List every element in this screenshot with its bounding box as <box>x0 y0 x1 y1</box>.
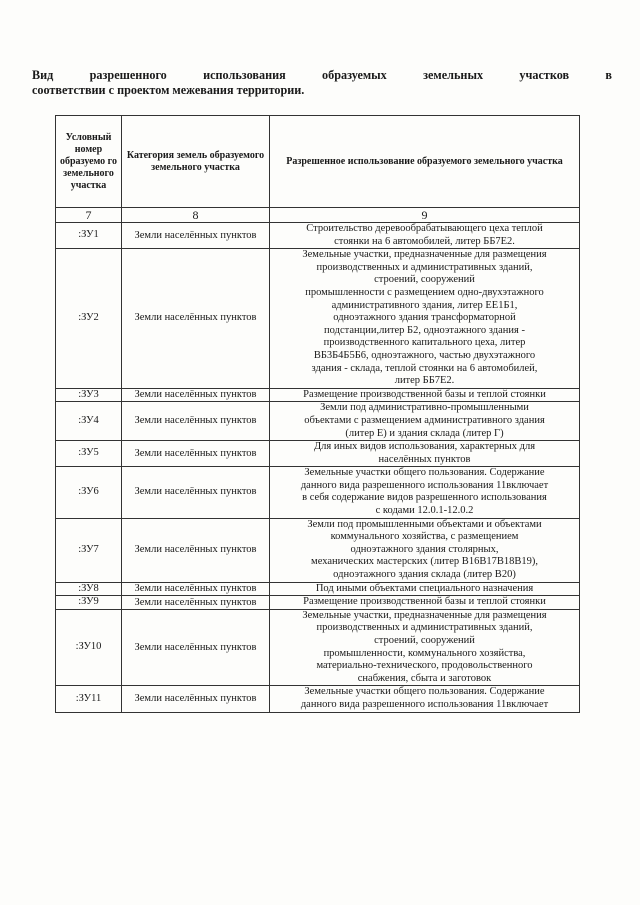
permitted-use-line: административного здания, литер ЕЕ1Б1, <box>331 299 518 311</box>
table-row <box>56 582 580 596</box>
land-category: Земли населённых пунктов <box>122 402 270 441</box>
permitted-use <box>270 388 580 402</box>
permitted-use-line: ВБ3Б4Б5Б6, одноэтажного, частью двухэтажного <box>313 349 536 361</box>
page-heading <box>32 68 612 98</box>
permitted-use-line: в себя содержание видов разрешенного использования <box>302 492 547 504</box>
permitted-use <box>270 596 580 610</box>
plot-number: :ЗУ5 <box>56 441 122 467</box>
heading-line-2: соответствии с проектом межевания территории. <box>32 83 305 97</box>
column-number: 8 <box>122 208 270 223</box>
land-category: Земли населённых пунктов <box>122 441 270 467</box>
land-category: Земли населённых пунктов <box>122 596 270 610</box>
table-header-row <box>56 116 580 208</box>
permitted-use <box>270 402 580 441</box>
land-use-table <box>55 115 580 713</box>
permitted-use-line: Строительство деревообрабатывающего цеха теплой <box>306 223 543 234</box>
permitted-use <box>270 582 580 596</box>
header-plot-number: Условный номер образуемо го земельного участка <box>56 116 122 208</box>
table-row <box>56 686 580 712</box>
plot-number: :ЗУ3 <box>56 388 122 402</box>
land-category: Земли населённых пунктов <box>122 467 270 518</box>
table-row <box>56 596 580 610</box>
table-body <box>56 223 580 713</box>
plot-number: :ЗУ10 <box>56 609 122 686</box>
plot-number: :ЗУ7 <box>56 518 122 582</box>
permitted-use-line: Земельные участки общего пользования. Содержание <box>304 467 545 479</box>
table-row <box>56 518 580 582</box>
permitted-use-line: материально-технического, продовольственного <box>316 660 533 672</box>
permitted-use-line: производственных и административных зданий, <box>316 261 533 273</box>
permitted-use-line: подстанции,литер Б2, одноэтажного здания - <box>324 324 525 336</box>
plot-number: :ЗУ1 <box>56 223 122 249</box>
permitted-use-line: промышленности с размещением одно-двухэтажного <box>305 286 544 298</box>
permitted-use-line: одноэтажного здания столярных, <box>350 543 499 555</box>
permitted-use-line: производственного капитального цеха, литер <box>323 337 526 349</box>
table-row <box>56 441 580 467</box>
table-row <box>56 249 580 389</box>
plot-number: :ЗУ4 <box>56 402 122 441</box>
permitted-use-line: населённых пунктов <box>378 453 471 465</box>
land-category: Земли населённых пунктов <box>122 388 270 402</box>
table-row <box>56 223 580 249</box>
header-permitted-use: Разрешенное использование образуемого земельного участка <box>270 116 580 208</box>
permitted-use-line: строений, сооружений <box>374 274 475 286</box>
permitted-use-line: промышленности, коммунального хозяйства, <box>323 647 526 659</box>
permitted-use-line: Земельные участки, предназначенные для размещения <box>302 249 547 261</box>
header-land-category: Категория земель образуемого земельного участка <box>122 116 270 208</box>
permitted-use <box>270 441 580 467</box>
permitted-use-line: снабжения, сбыта и заготовок <box>357 672 492 684</box>
permitted-use <box>270 223 580 249</box>
permitted-use <box>270 518 580 582</box>
permitted-use-line: Размещение производственной базы и теплой стоянки <box>303 596 546 608</box>
permitted-use-line: Земли под промышленными объектами и объектами <box>307 518 542 530</box>
permitted-use-line: механических мастерских (литер В16В17В18В19), <box>311 556 538 568</box>
land-category: Земли населённых пунктов <box>122 249 270 389</box>
permitted-use-line: Размещение производственной базы и теплой стоянки <box>303 388 546 400</box>
permitted-use-line: строений, сооружений <box>374 635 475 646</box>
permitted-use <box>270 249 580 389</box>
plot-number: :ЗУ2 <box>56 249 122 389</box>
permitted-use-line: одноэтажного здания трансформаторной <box>333 312 516 324</box>
permitted-use-line: литер ББ7Е2. <box>394 375 455 387</box>
permitted-use-line: данного вида разрешенного использования 11включает <box>300 698 549 710</box>
permitted-use-line: Земельные участки общего пользования. Содержание <box>304 686 545 698</box>
permitted-use-line: Земли под административно-промышленными <box>320 402 529 414</box>
plot-number: :ЗУ9 <box>56 596 122 610</box>
permitted-use <box>270 686 580 712</box>
permitted-use-line: производственных и административных зданий, <box>316 622 533 634</box>
land-category: Земли населённых пунктов <box>122 518 270 582</box>
table-row <box>56 609 580 686</box>
land-category: Земли населённых пунктов <box>122 223 270 249</box>
plot-number: :ЗУ6 <box>56 467 122 518</box>
permitted-use-line: (литер Е) и здания склада (литер Г) <box>345 427 504 439</box>
permitted-use-line: данного вида разрешенного использования 11включает <box>300 479 549 491</box>
permitted-use <box>270 467 580 518</box>
permitted-use-line: здания - склада, теплой стоянки на 6 автомобилей, <box>311 362 538 374</box>
permitted-use <box>270 609 580 686</box>
heading-line-1: Вид разрешенного использования образуемых земельных участков в <box>32 68 612 82</box>
table-row <box>56 388 580 402</box>
column-number-row <box>56 208 580 223</box>
permitted-use-line: Для иных видов использования, характерных для <box>313 441 536 453</box>
land-category: Земли населённых пунктов <box>122 582 270 596</box>
table-row <box>56 467 580 518</box>
land-category: Земли населённых пунктов <box>122 609 270 686</box>
permitted-use-line: коммунального хозяйства, с размещением <box>330 531 519 543</box>
column-number: 9 <box>270 208 580 223</box>
permitted-use-line: с кодами 12.0.1-12.0.2 <box>375 505 474 517</box>
plot-number: :ЗУ8 <box>56 582 122 596</box>
permitted-use-line: объектами с размещением административного здания <box>304 414 545 426</box>
permitted-use-line: Под иными объектами специального назначения <box>315 582 534 594</box>
column-number: 7 <box>56 208 122 223</box>
plot-number: :ЗУ11 <box>56 686 122 712</box>
land-category: Земли населённых пунктов <box>122 686 270 712</box>
permitted-use-line: стоянки на 6 автомобилей, литер ББ7Е2. <box>334 235 515 247</box>
permitted-use-line: одноэтажного здания склада (литер В20) <box>333 569 516 581</box>
permitted-use-line: Земельные участки, предназначенные для размещения <box>302 609 547 621</box>
table-row <box>56 402 580 441</box>
